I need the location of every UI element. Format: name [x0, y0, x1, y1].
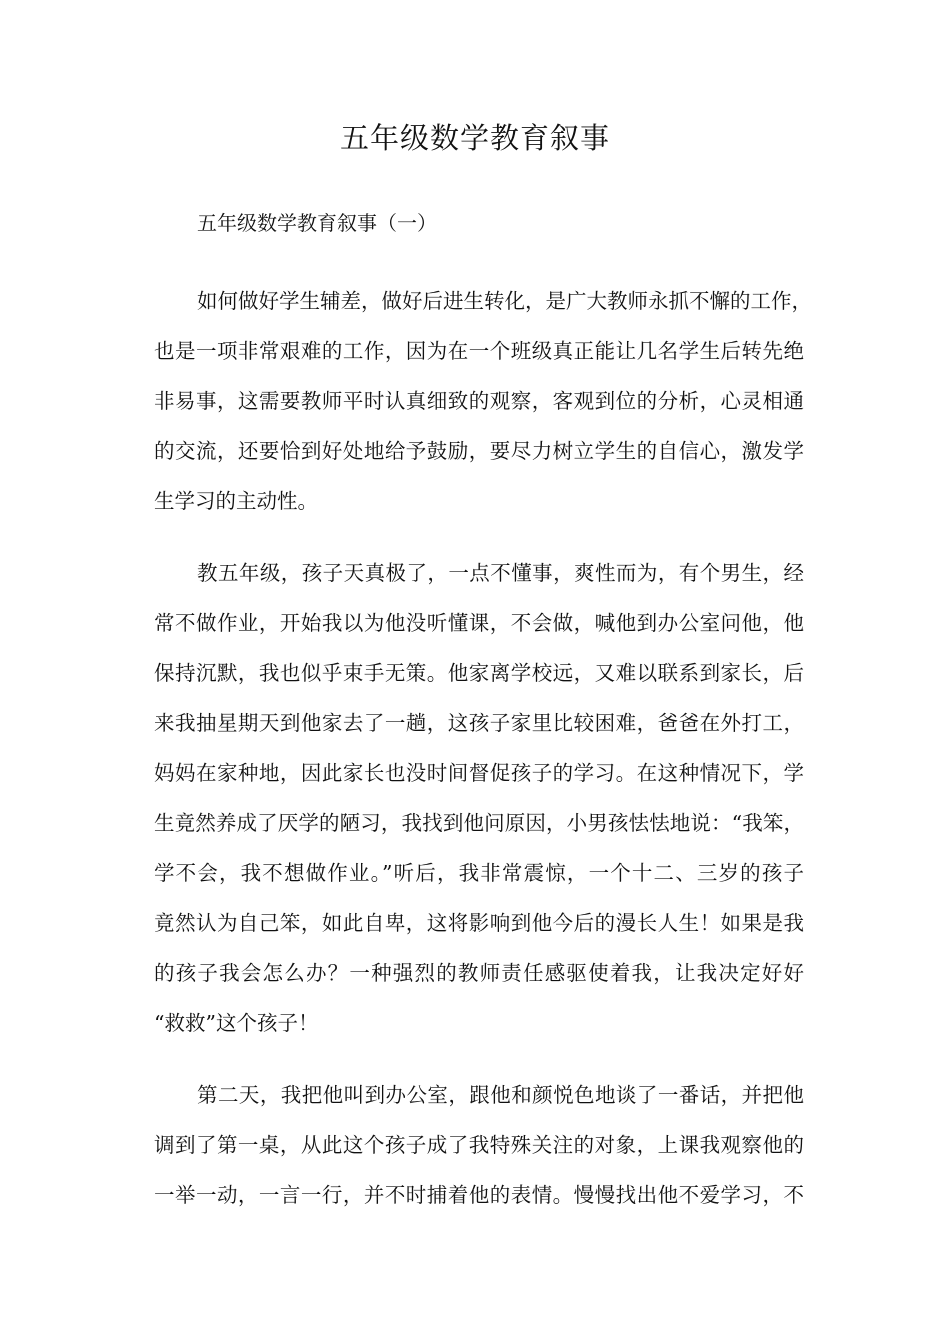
paragraph-line: 调到了第一桌，从此这个孩子成了我特殊关注的对象，上课我观察他的 [154, 1133, 804, 1157]
section-heading: 五年级数学教育叙事（一） [197, 211, 437, 235]
paragraph-line: 竟然认为自己笨，如此自卑，这将影响到他今后的漫长人生！如果是我 [154, 911, 804, 935]
paragraph-line: 来我抽星期天到他家去了一趟，这孩子家里比较困难，爸爸在外打工， [154, 711, 804, 735]
paragraph-1 [154, 276, 812, 526]
paragraph-line: 非易事，这需要教师平时认真细致的观察，客观到位的分析，心灵相通 [154, 389, 804, 413]
paragraph-2 [154, 548, 804, 1048]
paragraph-line: 第二天，我把他叫到办公室，跟他和颜悦色地谈了一番话，并把他 [197, 1083, 804, 1107]
paragraph-line: 的交流，还要恰到好处地给予鼓励，要尽力树立学生的自信心，激发学 [154, 439, 804, 463]
paragraph-line: “救救”这个孩子！ [154, 1011, 319, 1035]
paragraph-line: 学不会，我不想做作业。”听后，我非常震惊，一个十二、三岁的孩子 [154, 861, 804, 885]
paragraph-line: 妈妈在家种地，因此家长也没时间督促孩子的学习。在这种情况下，学 [154, 761, 804, 785]
paragraph-line: 生学习的主动性。 [154, 489, 318, 513]
paragraph-line: 如何做好学生辅差，做好后进生转化，是广大教师永抓不懈的工作， [197, 289, 812, 313]
paragraph-line: 教五年级，孩子天真极了，一点不懂事，爽性而为，有个男生，经 [197, 561, 804, 585]
paragraph-3 [154, 1070, 804, 1220]
paragraph-line: 的孩子我会怎么办？一种强烈的教师责任感驱使着我，让我决定好好 [154, 961, 804, 985]
paragraph-line: 也是一项非常艰难的工作，因为在一个班级真正能让几名学生后转先绝 [154, 339, 804, 363]
document-title: 五年级数学教育叙事 [339, 121, 610, 155]
paragraph-line: 保持沉默，我也似乎束手无策。他家离学校远，又难以联系到家长，后 [154, 661, 804, 685]
paragraph-line: 生竟然养成了厌学的陋习，我找到他问原因，小男孩怯怯地说：“我笨， [154, 811, 804, 835]
paragraph-line: 常不做作业，开始我以为他没听懂课，不会做，喊他到办公室问他，他 [154, 611, 804, 635]
paragraph-line: 一举一动，一言一行，并不时捕着他的表情。慢慢找出他不爱学习，不 [154, 1183, 804, 1207]
